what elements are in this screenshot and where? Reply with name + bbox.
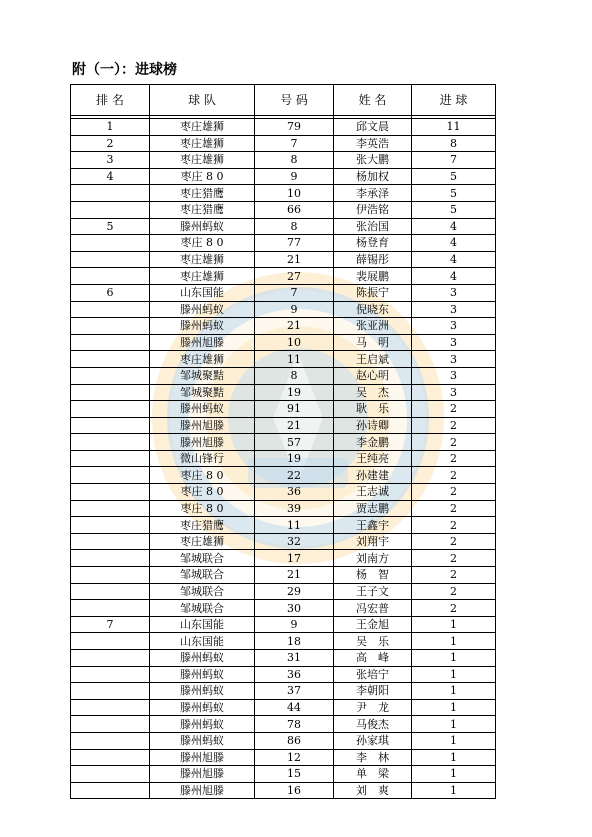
cell-number: 19: [255, 384, 334, 401]
document-title: 附（一）：进球榜: [72, 62, 177, 78]
cell-team: 枣庄猎鹰: [150, 201, 255, 218]
cell-number: 36: [255, 484, 334, 501]
table-row: [71, 583, 496, 600]
cell-team: 邹城联合: [150, 550, 255, 567]
cell-goals: 7: [412, 152, 496, 169]
cell-rank: 3: [71, 152, 150, 169]
cell-goals: 1: [412, 616, 496, 633]
cell-goals: 2: [412, 517, 496, 534]
cell-rank: [71, 318, 150, 335]
table-row: [71, 185, 496, 202]
cell-number: 78: [255, 716, 334, 733]
cell-name: 贾志鹏: [334, 500, 412, 517]
cell-team: 滕州蚂蚁: [150, 699, 255, 716]
cell-name: 孙建建: [334, 467, 412, 484]
table-row: [71, 749, 496, 766]
cell-number: 8: [255, 218, 334, 235]
table-row: [71, 334, 496, 351]
table-row: [71, 782, 496, 799]
table-row: [71, 351, 496, 368]
cell-goals: 3: [412, 301, 496, 318]
cell-name: 李英浩: [334, 135, 412, 152]
cell-name: 王子文: [334, 583, 412, 600]
cell-name: 尹 龙: [334, 699, 412, 716]
table-row: [71, 218, 496, 235]
cell-number: 11: [255, 517, 334, 534]
cell-name: 邱文晨: [334, 119, 412, 136]
cell-rank: [71, 467, 150, 484]
table-body: [71, 119, 496, 799]
cell-name: 王启斌: [334, 351, 412, 368]
cell-number: 9: [255, 616, 334, 633]
cell-name: 王纯亮: [334, 450, 412, 467]
cell-number: 16: [255, 782, 334, 799]
cell-goals: 5: [412, 201, 496, 218]
table-row: [71, 384, 496, 401]
cell-name: 刘翔宇: [334, 533, 412, 550]
cell-goals: 1: [412, 683, 496, 700]
cell-number: 19: [255, 450, 334, 467]
cell-rank: [71, 567, 150, 584]
cell-name: 李金鹏: [334, 434, 412, 451]
table-row: [71, 716, 496, 733]
cell-goals: 2: [412, 401, 496, 418]
cell-rank: [71, 351, 150, 368]
table-row: [71, 484, 496, 501]
cell-number: 77: [255, 235, 334, 252]
cell-rank: [71, 235, 150, 252]
cell-goals: 2: [412, 484, 496, 501]
table-row: [71, 168, 496, 185]
cell-rank: 1: [71, 119, 150, 136]
cell-number: 9: [255, 168, 334, 185]
table-row: [71, 251, 496, 268]
cell-name: 李朝阳: [334, 683, 412, 700]
table-row: [71, 401, 496, 418]
cell-number: 7: [255, 135, 334, 152]
table-row: [71, 633, 496, 650]
cell-number: 18: [255, 633, 334, 650]
cell-team: 邹城聚黠: [150, 384, 255, 401]
cell-rank: [71, 683, 150, 700]
cell-number: 10: [255, 185, 334, 202]
cell-rank: 2: [71, 135, 150, 152]
top-scorers-table: [70, 84, 496, 799]
cell-number: 27: [255, 268, 334, 285]
table-row: [71, 417, 496, 434]
table-row: [71, 135, 496, 152]
cell-team: 枣庄雄狮: [150, 135, 255, 152]
table-row: [71, 367, 496, 384]
table-row: [71, 766, 496, 783]
cell-name: 薛锡彤: [334, 251, 412, 268]
table-row: [71, 616, 496, 633]
cell-team: 滕州蚂蚁: [150, 301, 255, 318]
cell-team: 枣庄猎鹰: [150, 517, 255, 534]
cell-number: 8: [255, 367, 334, 384]
cell-number: 66: [255, 201, 334, 218]
cell-name: 冯宏普: [334, 600, 412, 617]
table-row: [71, 268, 496, 285]
cell-team: 滕州旭滕: [150, 417, 255, 434]
cell-name: 耿 乐: [334, 401, 412, 418]
cell-name: 孙诗卿: [334, 417, 412, 434]
cell-number: 86: [255, 732, 334, 749]
cell-name: 马 明: [334, 334, 412, 351]
cell-rank: [71, 699, 150, 716]
cell-goals: 2: [412, 600, 496, 617]
table-row: [71, 732, 496, 749]
cell-goals: 3: [412, 384, 496, 401]
cell-rank: [71, 583, 150, 600]
cell-name: 裴展鹏: [334, 268, 412, 285]
cell-goals: 11: [412, 119, 496, 136]
cell-rank: [71, 600, 150, 617]
cell-name: 赵心明: [334, 367, 412, 384]
cell-number: 21: [255, 567, 334, 584]
cell-number: 9: [255, 301, 334, 318]
cell-team: 邹城联合: [150, 567, 255, 584]
table-row: [71, 467, 496, 484]
table-row: [71, 683, 496, 700]
table-row: [71, 699, 496, 716]
cell-team: 枣庄猎鹰: [150, 185, 255, 202]
cell-number: 10: [255, 334, 334, 351]
cell-team: 山东国能: [150, 284, 255, 301]
cell-team: 滕州蚂蚁: [150, 318, 255, 335]
cell-rank: 6: [71, 284, 150, 301]
column-header-name: 姓 名: [334, 85, 412, 116]
cell-goals: 4: [412, 251, 496, 268]
cell-number: 17: [255, 550, 334, 567]
table-row: [71, 567, 496, 584]
cell-team: 滕州蚂蚁: [150, 401, 255, 418]
table-row: [71, 600, 496, 617]
cell-name: 刘 爽: [334, 782, 412, 799]
cell-rank: [71, 533, 150, 550]
cell-team: 微山锋行: [150, 450, 255, 467]
cell-goals: 1: [412, 716, 496, 733]
cell-rank: [71, 500, 150, 517]
cell-name: 杨登育: [334, 235, 412, 252]
column-header-rank: 排 名: [71, 85, 150, 116]
table-row: [71, 152, 496, 169]
cell-number: 57: [255, 434, 334, 451]
cell-rank: [71, 732, 150, 749]
cell-goals: 2: [412, 500, 496, 517]
cell-goals: 2: [412, 450, 496, 467]
cell-name: 张培宁: [334, 666, 412, 683]
cell-team: 枣庄雄狮: [150, 119, 255, 136]
cell-number: 29: [255, 583, 334, 600]
cell-number: 32: [255, 533, 334, 550]
column-header-team: 球 队: [150, 85, 255, 116]
cell-team: 枣庄 8 0: [150, 467, 255, 484]
cell-rank: [71, 185, 150, 202]
cell-rank: [71, 334, 150, 351]
cell-rank: [71, 450, 150, 467]
cell-goals: 3: [412, 367, 496, 384]
cell-name: 吴 杰: [334, 384, 412, 401]
cell-goals: 1: [412, 650, 496, 667]
cell-rank: [71, 401, 150, 418]
cell-goals: 2: [412, 434, 496, 451]
cell-goals: 2: [412, 583, 496, 600]
cell-rank: [71, 484, 150, 501]
cell-name: 杨加权: [334, 168, 412, 185]
cell-rank: [71, 367, 150, 384]
cell-team: 邹城联合: [150, 583, 255, 600]
cell-number: 36: [255, 666, 334, 683]
cell-name: 高 峰: [334, 650, 412, 667]
cell-name: 倪晓东: [334, 301, 412, 318]
cell-goals: 1: [412, 782, 496, 799]
cell-number: 11: [255, 351, 334, 368]
table-row: [71, 235, 496, 252]
cell-name: 王鑫宇: [334, 517, 412, 534]
cell-goals: 1: [412, 633, 496, 650]
cell-goals: 3: [412, 334, 496, 351]
cell-name: 杨 智: [334, 567, 412, 584]
cell-name: 李承泽: [334, 185, 412, 202]
cell-name: 王金旭: [334, 616, 412, 633]
cell-name: 李 林: [334, 749, 412, 766]
cell-team: 滕州蚂蚁: [150, 650, 255, 667]
cell-number: 39: [255, 500, 334, 517]
cell-team: 邹城聚黠: [150, 367, 255, 384]
cell-team: 滕州蚂蚁: [150, 218, 255, 235]
cell-number: 30: [255, 600, 334, 617]
cell-name: 马俊杰: [334, 716, 412, 733]
cell-team: 滕州旭滕: [150, 766, 255, 783]
cell-name: 陈振宁: [334, 284, 412, 301]
cell-number: 91: [255, 401, 334, 418]
table-row: [71, 650, 496, 667]
cell-name: 刘南方: [334, 550, 412, 567]
cell-team: 枣庄雄狮: [150, 268, 255, 285]
table-row: [71, 450, 496, 467]
cell-team: 滕州蚂蚁: [150, 732, 255, 749]
table-row: [71, 318, 496, 335]
cell-goals: 1: [412, 666, 496, 683]
cell-goals: 3: [412, 284, 496, 301]
cell-rank: [71, 716, 150, 733]
cell-team: 枣庄 8 0: [150, 500, 255, 517]
cell-team: 枣庄 8 0: [150, 235, 255, 252]
cell-goals: 1: [412, 732, 496, 749]
cell-rank: [71, 782, 150, 799]
column-header-goals: 进 球: [412, 85, 496, 116]
cell-goals: 2: [412, 533, 496, 550]
cell-number: 31: [255, 650, 334, 667]
cell-rank: 7: [71, 616, 150, 633]
cell-goals: 8: [412, 135, 496, 152]
cell-team: 滕州旭滕: [150, 782, 255, 799]
cell-number: 44: [255, 699, 334, 716]
cell-number: 15: [255, 766, 334, 783]
cell-team: 滕州蚂蚁: [150, 716, 255, 733]
cell-team: 枣庄雄狮: [150, 533, 255, 550]
table-row: [71, 434, 496, 451]
cell-team: 枣庄雄狮: [150, 152, 255, 169]
cell-rank: [71, 666, 150, 683]
table-row: [71, 550, 496, 567]
cell-goals: 5: [412, 185, 496, 202]
cell-rank: [71, 766, 150, 783]
table-header-row: [71, 85, 496, 116]
cell-rank: [71, 301, 150, 318]
cell-rank: [71, 749, 150, 766]
cell-rank: [71, 650, 150, 667]
cell-goals: 3: [412, 351, 496, 368]
cell-number: 8: [255, 152, 334, 169]
cell-rank: [71, 434, 150, 451]
cell-goals: 4: [412, 218, 496, 235]
cell-name: 张大鹏: [334, 152, 412, 169]
cell-rank: [71, 417, 150, 434]
table-row: [71, 517, 496, 534]
cell-team: 枣庄 8 0: [150, 484, 255, 501]
cell-rank: [71, 268, 150, 285]
cell-goals: 1: [412, 699, 496, 716]
cell-rank: [71, 517, 150, 534]
table-row: [71, 284, 496, 301]
cell-name: 吴 乐: [334, 633, 412, 650]
cell-team: 枣庄雄狮: [150, 251, 255, 268]
cell-name: 张亚洲: [334, 318, 412, 335]
cell-team: 邹城联合: [150, 600, 255, 617]
cell-rank: [71, 201, 150, 218]
cell-number: 22: [255, 467, 334, 484]
cell-number: 21: [255, 417, 334, 434]
cell-team: 滕州蚂蚁: [150, 666, 255, 683]
cell-rank: [71, 251, 150, 268]
cell-goals: 5: [412, 168, 496, 185]
cell-team: 滕州旭滕: [150, 434, 255, 451]
cell-name: 伊浩铭: [334, 201, 412, 218]
cell-rank: [71, 384, 150, 401]
cell-goals: 2: [412, 550, 496, 567]
cell-team: 枣庄 8 0: [150, 168, 255, 185]
cell-goals: 2: [412, 467, 496, 484]
table-row: [71, 500, 496, 517]
column-header-number: 号 码: [255, 85, 334, 116]
table-row: [71, 533, 496, 550]
cell-name: 王志诚: [334, 484, 412, 501]
cell-number: 21: [255, 251, 334, 268]
cell-team: 枣庄雄狮: [150, 351, 255, 368]
cell-number: 12: [255, 749, 334, 766]
cell-goals: 2: [412, 417, 496, 434]
cell-team: 滕州旭滕: [150, 749, 255, 766]
cell-team: 滕州蚂蚁: [150, 683, 255, 700]
cell-name: 单 梁: [334, 766, 412, 783]
table-row: [71, 119, 496, 136]
cell-name: 张治国: [334, 218, 412, 235]
cell-rank: [71, 633, 150, 650]
cell-goals: 2: [412, 567, 496, 584]
cell-team: 山东国能: [150, 633, 255, 650]
cell-goals: 3: [412, 318, 496, 335]
cell-number: 37: [255, 683, 334, 700]
cell-goals: 1: [412, 766, 496, 783]
cell-team: 山东国能: [150, 616, 255, 633]
cell-team: 滕州旭滕: [150, 334, 255, 351]
cell-rank: [71, 550, 150, 567]
cell-number: 7: [255, 284, 334, 301]
cell-rank: 5: [71, 218, 150, 235]
cell-goals: 4: [412, 268, 496, 285]
table-row: [71, 301, 496, 318]
cell-number: 21: [255, 318, 334, 335]
cell-number: 79: [255, 119, 334, 136]
cell-rank: 4: [71, 168, 150, 185]
cell-name: 孙家琪: [334, 732, 412, 749]
cell-goals: 4: [412, 235, 496, 252]
table-row: [71, 666, 496, 683]
cell-goals: 1: [412, 749, 496, 766]
table-row: [71, 201, 496, 218]
